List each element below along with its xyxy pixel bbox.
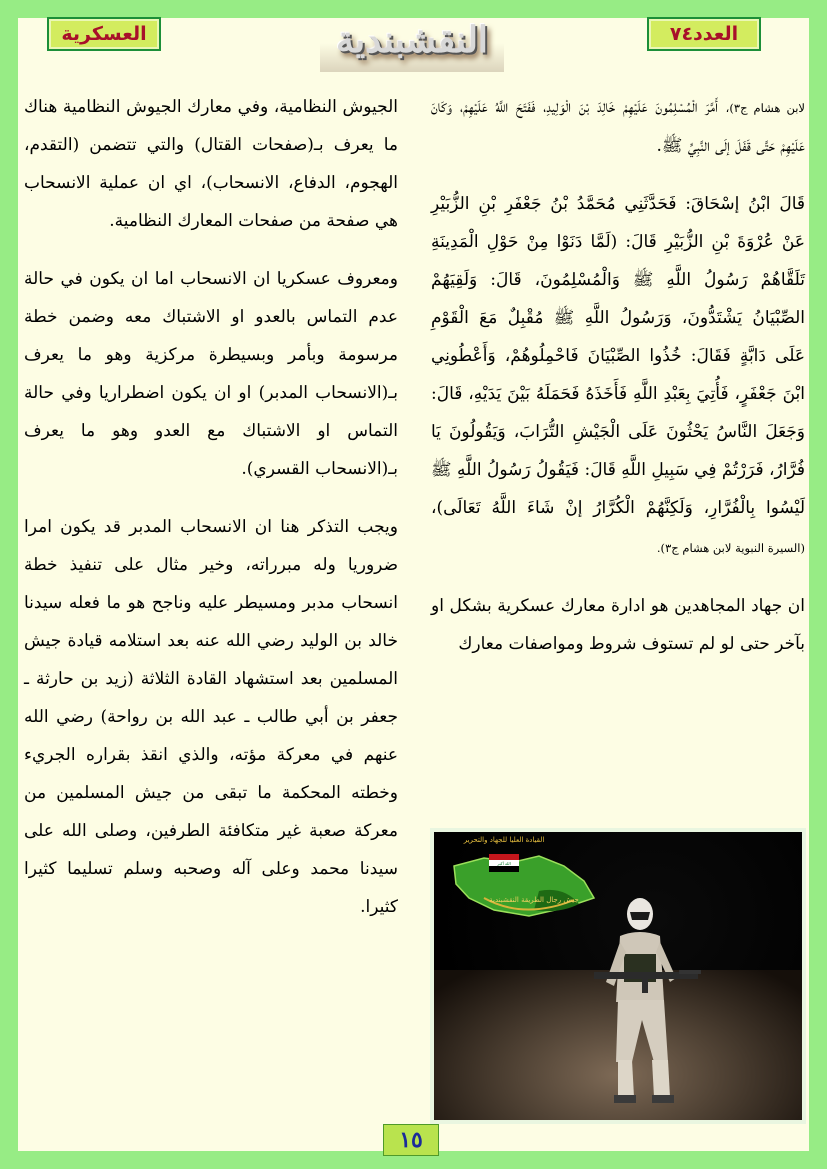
quote-text-1: أَمَّرَ الْمُسْلِمُونَ عَلَيْهِمْ خَالِدَ بْنَ الْوَلِيدِ، فَفَتَحَ اللَّهُ عَلَيْهِمْ، وَكَانَ عَلَيْهِمْ حَتَّى قَفَلَ إلَى النَّبِيِّ ﷺ. [431, 97, 805, 156]
page-number: ١٥ [383, 1124, 439, 1156]
article-photo [430, 828, 806, 1124]
right-paragraph-3: ان جهاد المجاهدين هو ادارة معارك عسكرية بشكل او بآخر حتى لو لم تستوف شروط ومواصفات معارك [431, 596, 805, 654]
quote-text-2: قَالَ ابْنُ إسْحَاقَ: فَحَدَّثَنِي مُحَمَّدُ بْنُ جَعْفَرِ بْنِ الزُّبَيْرِ عَنْ عُرْوَةَ بْنِ الزُّبَيْرِ قَالَ: (لَمَّا دَنَوْا مِنْ حَوْلِ الْمَدِينَةِ تَلَقَّاهُمْ رَسُولُ اللَّهِ ﷺ وَالْمُسْلِمُونَ، قَالَ: وَلَقِيَهُمْ الصِّبْيَانُ يَشْتَدُّونَ، وَرَسُولُ اللَّهِ ﷺ مُقْبِلٌ مَعَ الْقَوْمِ عَلَى دَابَّةٍ فَقَالَ: خُذُوا الصِّبْيَانَ فَاحْمِلُوهُمْ، وَأَعْطُونِي ابْنَ جَعْفَرٍ، فَأُتِيَ بِعَبْدِ اللَّهِ فَأَخَذَهُ فَحَمَلَهُ بَيْنَ يَدَيْهِ، قَالَ: وَجَعَلَ النَّاسُ يَحْثُونَ عَلَى الْجَيْشِ التُّرَابَ، وَيَقُولُونَ يَا فُرَّارُ، فَرَرْتُمْ فِي سَبِيلِ اللَّهِ قَالَ: فَيَقُولُ رَسُولُ اللَّهِ ﷺ لَيْسُوا بِالْفُرَّارِ، وَلَكِنَّهُمْ الْكُرَّارُ إنْ شَاءَ اللَّهُ تَعَالَى)، [431, 194, 805, 518]
source-citation-2: (السيرة النبوية لابن هشام ج٣). [656, 541, 805, 555]
fighter-figure [584, 892, 704, 1122]
left-paragraph-3: ويجب التذكر هنا ان الانسحاب المدبر قد يكون امرا ضروريا وله مبرراته، وخير مثال على تنفيذ خطة انسحاب مدبر ومسيطر عليه وناجح هو ما فعله سيدنا خالد بن الوليد رضي الله عنه بعد استلامه قيادة جيش المسلمين بعد استشهاد القادة الثلاثة (زيد بن حارثة ـ جعفر بن أبي طالب ـ عبد الله بن رواحة) رضي الله عنهم في معركة مؤته، والذي انقذ بقراره الجريء وخطته المحكمة ما تبقى من جيش المسلمين من معركة صعبة غير متكافئة الطرفين، وصلى الله على سيدنا محمد وعلى آله وصحبه وسلم تسليما كثيرا كثيرا. [24, 517, 398, 917]
left-column [24, 88, 398, 926]
emblem-org-name: جيش رجال الطريقة النقشبندية [489, 896, 579, 904]
source-citation-1: لابن هشام ج٣)، [725, 101, 805, 115]
issue-badge: العدد٧٤ [647, 17, 761, 51]
magazine-title: النقشبندية [320, 8, 504, 72]
svg-text:الله أكبر: الله أكبر [497, 861, 511, 866]
emblem-caption: القيادة العليا للجهاد والتحرير [463, 836, 545, 844]
right-paragraph-1 [431, 88, 805, 165]
section-badge: العسكرية [47, 17, 161, 51]
right-paragraph-2 [431, 185, 805, 567]
left-paragraph-2: ومعروف عسكريا ان الانسحاب اما ان يكون في حالة عدم التماس بالعدو او الاشتباك معه وضمن خطة مرسومة وبأمر وبسيطرة مركزية وهو ما يعرف بـ(الانسحاب المدبر) او ان يكون اضطراريا وفي حالة التماس او الاشتباك مع العدو وهو ما يعرف بـ(الانسحاب القسري). [24, 269, 398, 479]
left-paragraph-1: الجيوش النظامية، وفي معارك الجيوش النظامية هناك ما يعرف بـ(صفحات القتال) والتي تتضمن (التقدم، الهجوم، الدفاع، الانسحاب)، اي ان عملية الانسحاب هي صفحة من صفحات المعارك النظامية. [24, 97, 398, 231]
right-column [431, 88, 805, 663]
